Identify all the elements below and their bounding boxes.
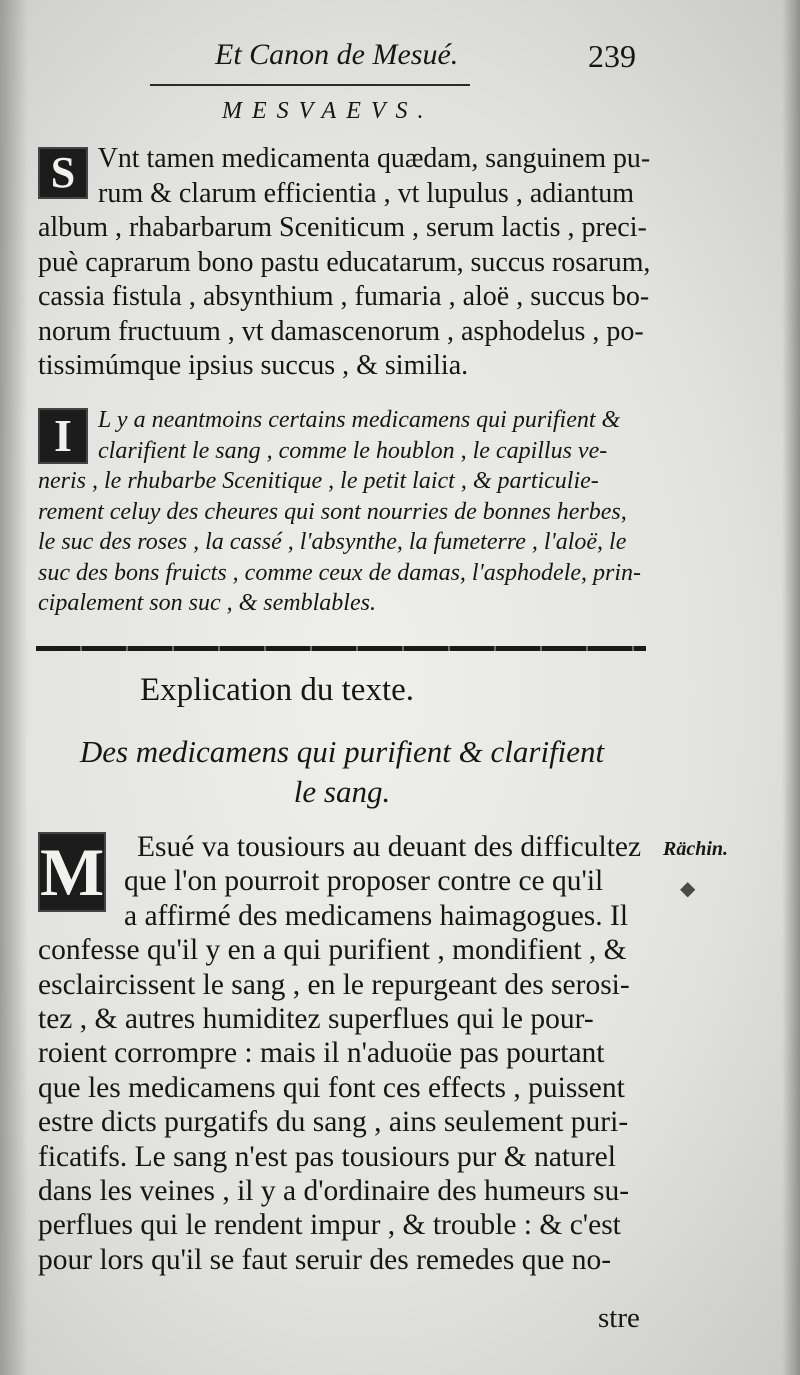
latin-line: album , rhabarbarum Sceniticum , serum lactis , preci- [38, 212, 647, 243]
margin-mark-icon: ◆ [680, 876, 696, 900]
body-line: pour lors qu'il se faut seruir des remedes que no- [38, 1243, 612, 1276]
body-line: que l'on pourroit proposer contre ce qu'il [124, 865, 604, 898]
french-dropcap: I [38, 408, 88, 464]
running-head: Et Canon de Mesué. [215, 38, 459, 71]
body-line: Esué va tousiours au deuant des difficultez [137, 831, 642, 863]
latin-dropcap: S [38, 147, 88, 199]
header-rule [150, 84, 470, 86]
body-line: que les medicamens qui font ces effects , puissent [38, 1071, 625, 1104]
latin-line: rum & clarum efficientia , vt lupulus , adiantum [98, 177, 635, 209]
french-line: cipalement son suc , & semblables. [38, 590, 376, 616]
body-line: dans les veines , il y a d'ordinaire des humeurs su- [38, 1175, 630, 1208]
body-line: tez , & autres humiditez superflues qui le pour- [38, 1003, 594, 1036]
latin-line: norum fructuum , vt damascenorum , asphodelus , po- [38, 315, 644, 347]
section-title: Explication du texte. [140, 672, 415, 708]
body-line: ficatifs. Le sang n'est pas tousiours pur & naturel [38, 1140, 616, 1173]
body-line: estre dicts purgatifs du sang , ains seulement puri- [38, 1106, 629, 1139]
body-paragraph [38, 830, 650, 1277]
body-line: confesse qu'il y en a qui purifient , mondifient , & [38, 934, 627, 967]
body-line: perflues qui le rendent impur , & trouble : & c'est [38, 1209, 621, 1242]
french-line: clarifient le sang , comme le houblon , le capillus ve- [98, 437, 608, 464]
latin-line: cassia fistula , absynthium , fumaria , aloë , succus bo- [38, 281, 650, 312]
marginal-note: Rächin. [663, 838, 729, 860]
ornamental-divider [36, 646, 646, 651]
body-line: esclaircissent le sang , en le repurgeant des serosi- [38, 968, 630, 1001]
french-paragraph [38, 405, 650, 619]
latin-line: puè caprarum bono pastu educatarum, succus rosarum, [38, 246, 651, 278]
french-line: suc des bons fruicts , comme ceux de damas, l'asphodele, prin- [38, 559, 642, 586]
body-line: a affirmé des medicamens haimagogues. Il [124, 899, 629, 932]
page-number: 239 [588, 38, 636, 74]
french-line: rement celuy des cheures qui sont nourries de bonnes herbes, [38, 498, 627, 525]
gutter-shadow [0, 0, 28, 1375]
latin-line: Vnt tamen medicamenta quædam, sanguinem pu- [97, 143, 651, 174]
latin-line: tissimúmque ipsius succus , & similia. [38, 350, 469, 381]
french-line: neris , le rhubarbe Scenitique , le petit laict , & particulie- [38, 468, 599, 494]
body-line: roient corrompre : mais il n'aduoüe pas pourtant [38, 1037, 605, 1070]
edge-shadow [782, 0, 800, 1375]
subtitle-line: Des medicamens qui purifient & clarifient [79, 734, 605, 769]
catchword: stre [598, 1302, 640, 1334]
french-line: L y a neantmoins certains medicamens qui purifient & [98, 407, 621, 433]
subtitle-line: le sang. [293, 774, 391, 809]
french-line: le suc des roses , la cassé , l'absynthe, la fumeterre , l'aloë, le [38, 529, 627, 555]
author-heading: MESVAEVS. [222, 98, 434, 124]
section-subtitle [62, 732, 622, 812]
latin-paragraph [38, 142, 650, 384]
body-dropcap: M [40, 834, 105, 910]
